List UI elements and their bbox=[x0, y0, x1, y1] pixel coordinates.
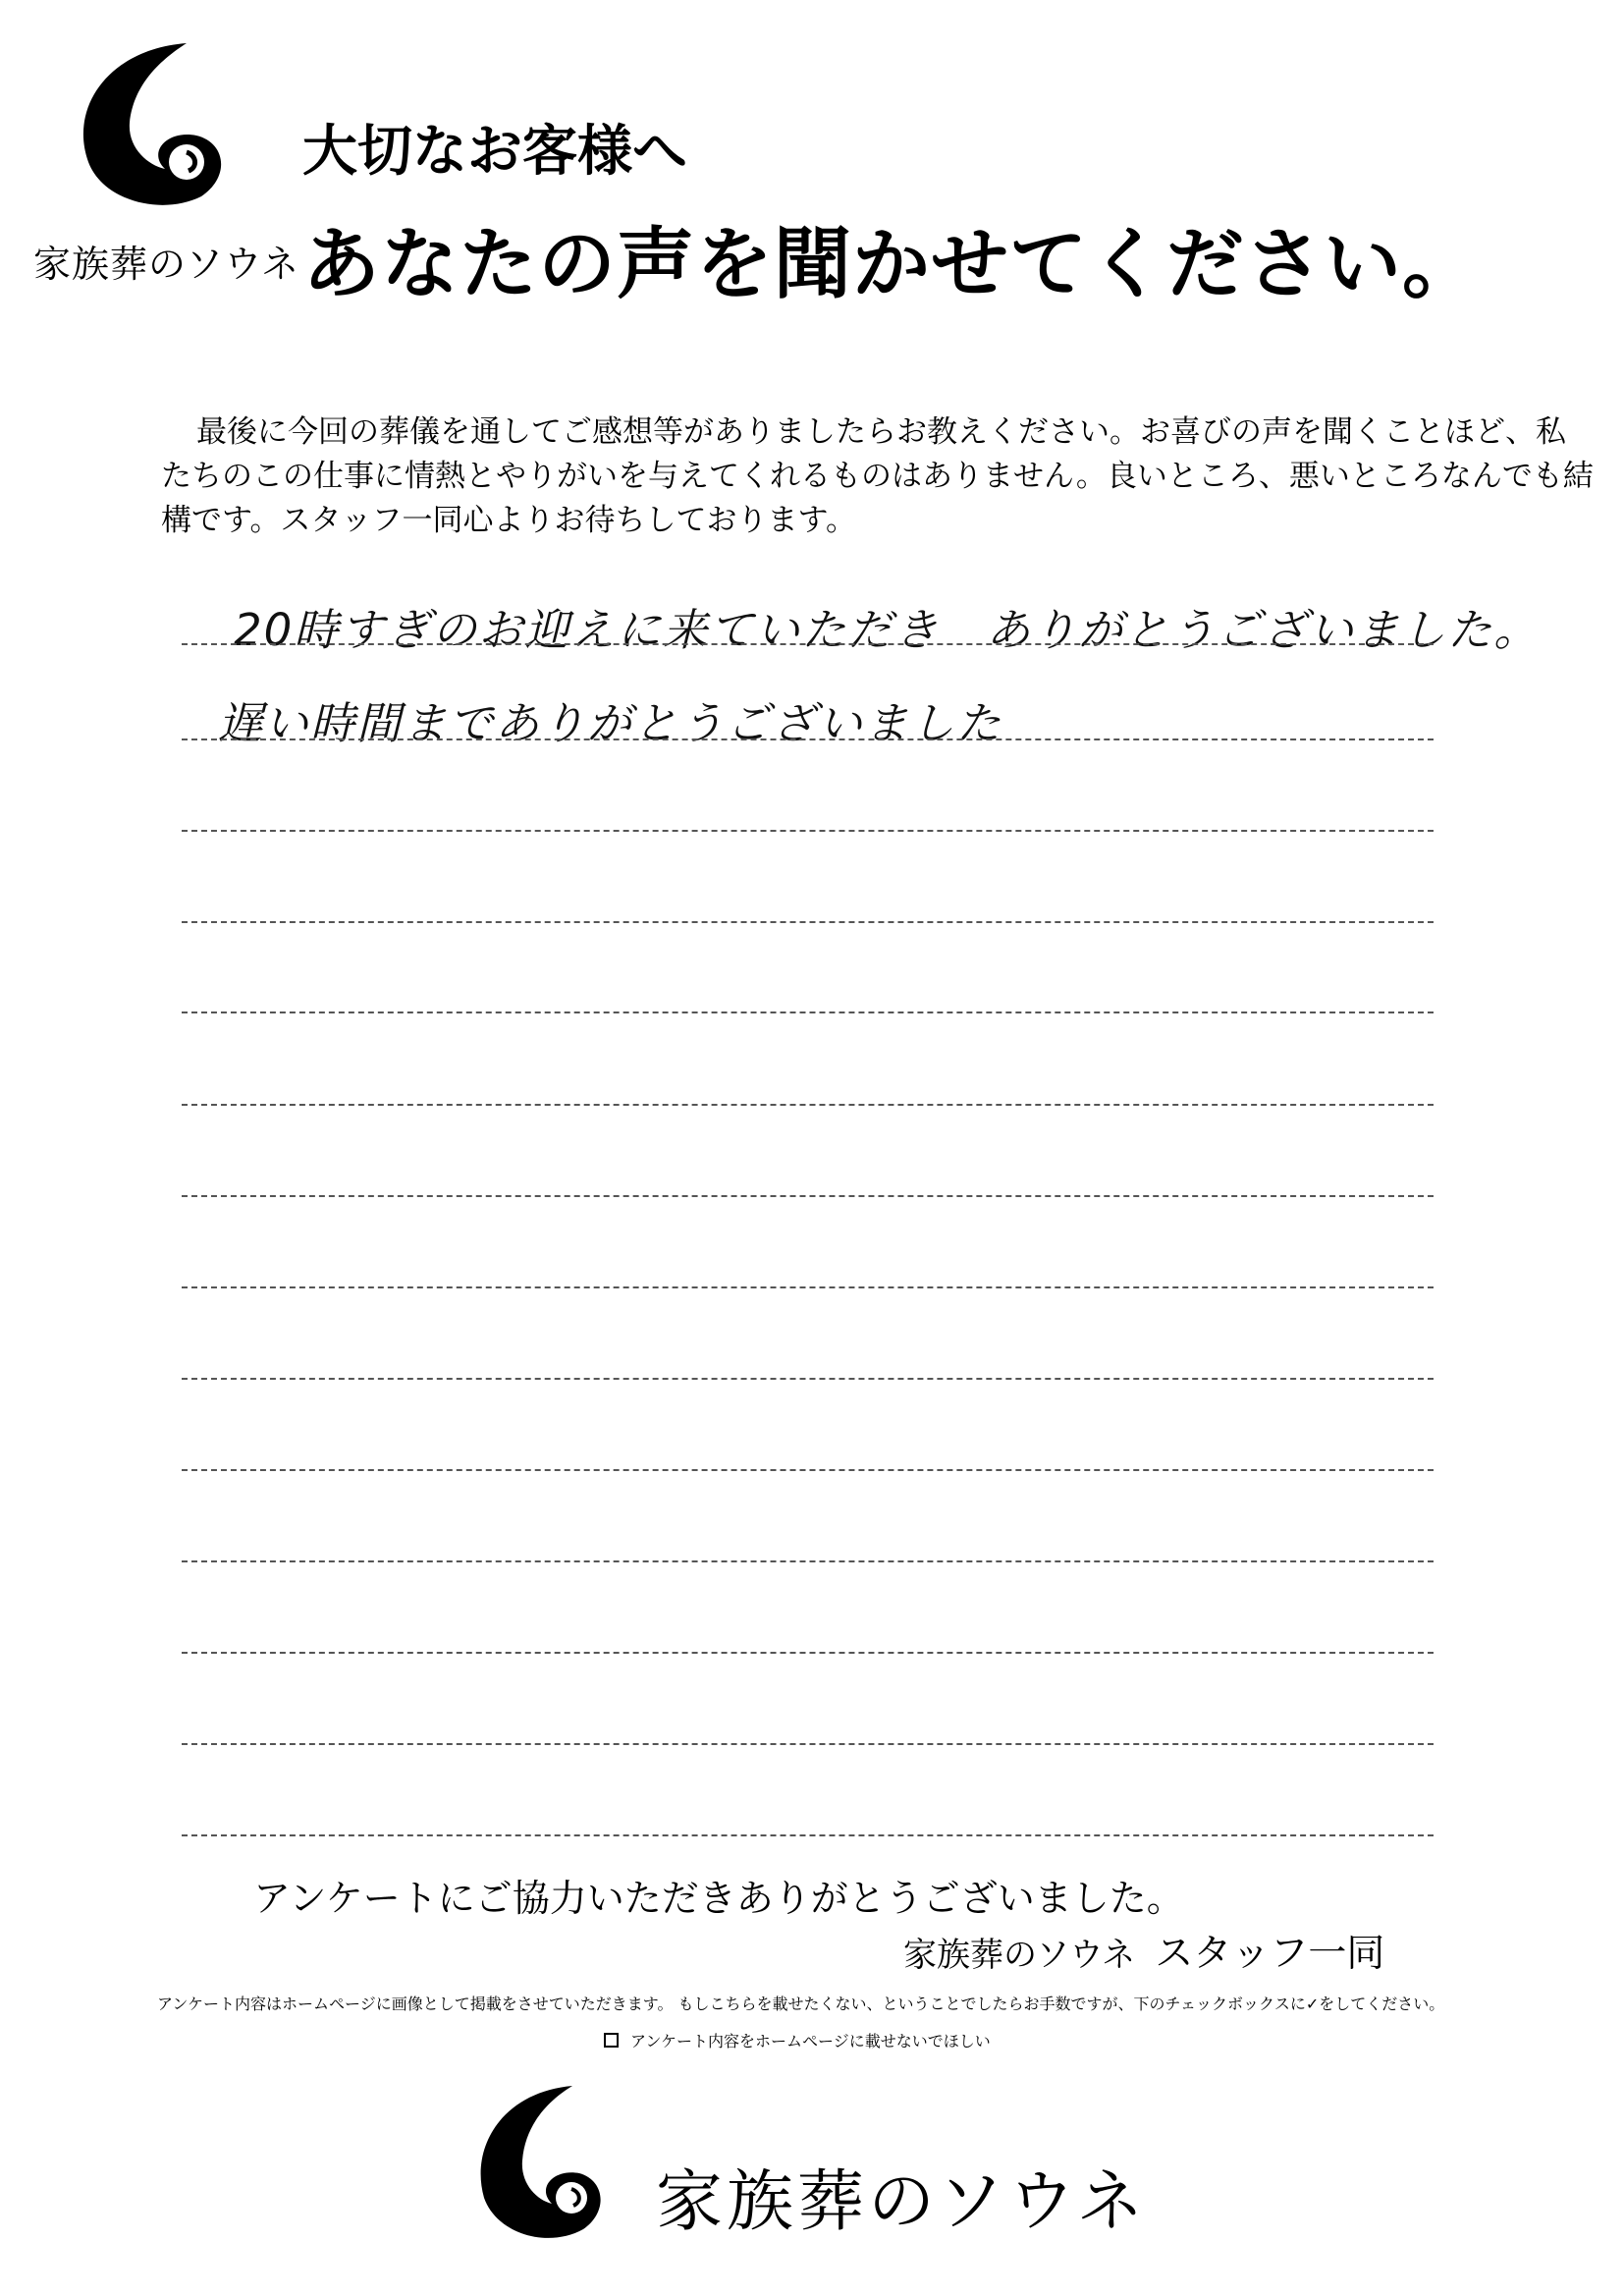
writing-rule bbox=[182, 830, 1434, 832]
opt-out-row[interactable] bbox=[604, 2029, 991, 2051]
signature-company: 家族葬のソウネ bbox=[903, 1936, 1136, 1975]
intro-line: たちのこの仕事に情熱とやりがいを与えてくれるものはありません。良いところ、悪いところなんでも結 bbox=[161, 459, 1594, 494]
writing-rule bbox=[182, 1652, 1434, 1654]
intro-paragraph bbox=[161, 410, 1594, 543]
writing-rule bbox=[182, 1286, 1434, 1288]
crescent-swirl-logo-icon bbox=[469, 2082, 612, 2249]
handwritten-response-line: 20時すぎのお迎えに来ていただき ありがとうございました。 bbox=[234, 604, 1541, 656]
writing-rule bbox=[182, 738, 1434, 740]
writing-rule bbox=[182, 921, 1434, 923]
page-title: あなたの声を聞かせてください。 bbox=[302, 219, 1481, 309]
greeting-heading: 大切なお客様へ bbox=[302, 120, 687, 184]
writing-rule bbox=[182, 1469, 1434, 1471]
writing-rule bbox=[182, 1560, 1434, 1562]
writing-rule bbox=[182, 643, 1434, 645]
intro-line: 最後に今回の葬儀を通してご感想等がありましたらお教えください。お喜びの声を聞くことほど、私 bbox=[196, 414, 1566, 450]
opt-out-checkbox[interactable] bbox=[604, 2033, 619, 2048]
publication-notice: アンケート内容はホームページに画像として掲載をさせていただきます。 もしこちらを載せたくない、ということでしたらお手数ですが、下のチェックボックスに✓をしてください。 bbox=[157, 1995, 1445, 2013]
footer-brand-name: 家族葬のソウネ bbox=[656, 2163, 1148, 2241]
writing-rule bbox=[182, 1195, 1434, 1197]
signature bbox=[903, 1923, 1384, 1978]
writing-rule bbox=[182, 1743, 1434, 1745]
intro-line: 構です。スタッフ一同心よりお待ちしております。 bbox=[161, 503, 857, 538]
signature-team: スタッフ一同 bbox=[1155, 1932, 1385, 1976]
writing-rule bbox=[182, 1834, 1434, 1836]
opt-out-label: アンケート内容をホームページに載せないでほしい bbox=[630, 2032, 991, 2050]
writing-rule bbox=[182, 1378, 1434, 1380]
crescent-swirl-logo-icon bbox=[69, 39, 236, 216]
writing-rule bbox=[182, 1104, 1434, 1106]
brand-caption: 家族葬のソウネ bbox=[33, 243, 300, 286]
thanks-message: アンケートにご協力いただきありがとうございました。 bbox=[253, 1877, 1184, 1920]
handwritten-response-line: 遅い時間までありがとうございました bbox=[218, 697, 1003, 749]
writing-rule bbox=[182, 1011, 1434, 1013]
